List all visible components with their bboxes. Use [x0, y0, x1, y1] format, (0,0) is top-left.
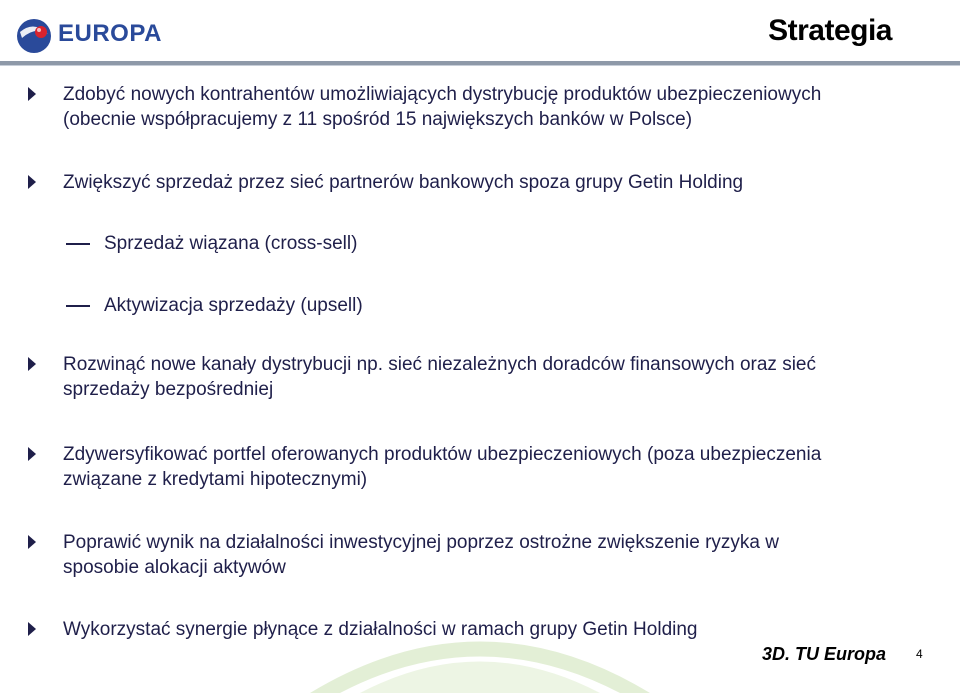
bullet-item: [63, 82, 933, 132]
page-title: Strategia: [768, 14, 892, 47]
bullet-arrow-icon: [26, 619, 38, 639]
bullet-line: Rozwinąć nowe kanały dystrybucji np. sieć niezależnych doradców finansowych oraz sieć: [63, 354, 816, 375]
title-divider-thin: [0, 65, 960, 66]
logo-text: EUROPA: [58, 20, 162, 47]
bullet-line: Zdobyć nowych kontrahentów umożliwiających dystrybucję produktów ubezpieczeniowych: [63, 84, 822, 105]
bullet-arrow-icon: [26, 172, 38, 192]
bullet-arrow-icon: [26, 354, 38, 374]
bullet-line: Poprawić wynik na działalności inwestycyjnej poprzez ostrożne zwiększenie ryzyka w: [63, 532, 779, 553]
footer-brand: 3D. TU Europa: [762, 644, 887, 664]
watermark-arc-icon: [300, 600, 660, 693]
bullet-item: [63, 617, 933, 642]
bullet-arrow-icon: [26, 532, 38, 552]
bullet-line: (obecnie współpracujemy z 11 spośród 15 największych banków w Polsce): [63, 109, 693, 130]
sub-bullet-dash: [66, 305, 90, 307]
bullet-line: Sprzedaż wiązana (cross-sell): [104, 233, 358, 254]
sub-bullet-dash: [66, 243, 90, 245]
bullet-item: [63, 352, 933, 402]
bullet-line: Aktywizacja sprzedaży (upsell): [104, 295, 363, 316]
sub-bullet-item: [104, 231, 924, 256]
bullet-line: Wykorzystać synergie płynące z działalności w ramach grupy Getin Holding: [63, 619, 698, 640]
bullet-line: sprzedaży bezpośredniej: [63, 379, 274, 400]
bullet-line: Zwiększyć sprzedaż przez sieć partnerów bankowych spoza grupy Getin Holding: [63, 172, 744, 193]
bullet-arrow-icon: [26, 444, 38, 464]
bullet-item: [63, 530, 933, 580]
bullet-line: sposobie alokacji aktywów: [63, 557, 286, 578]
sub-bullet-item: [104, 293, 924, 318]
bullet-item: [63, 170, 933, 195]
bullet-line: Zdywersyfikować portfel oferowanych produktów ubezpieczeniowych (poza ubezpieczenia: [63, 444, 822, 465]
bullet-line: związane z kredytami hipotecznymi): [63, 469, 368, 490]
bullet-item: [63, 442, 933, 492]
globe-logo-icon: [14, 12, 58, 56]
page-number: 4: [916, 647, 923, 661]
bullet-arrow-icon: [26, 84, 38, 104]
